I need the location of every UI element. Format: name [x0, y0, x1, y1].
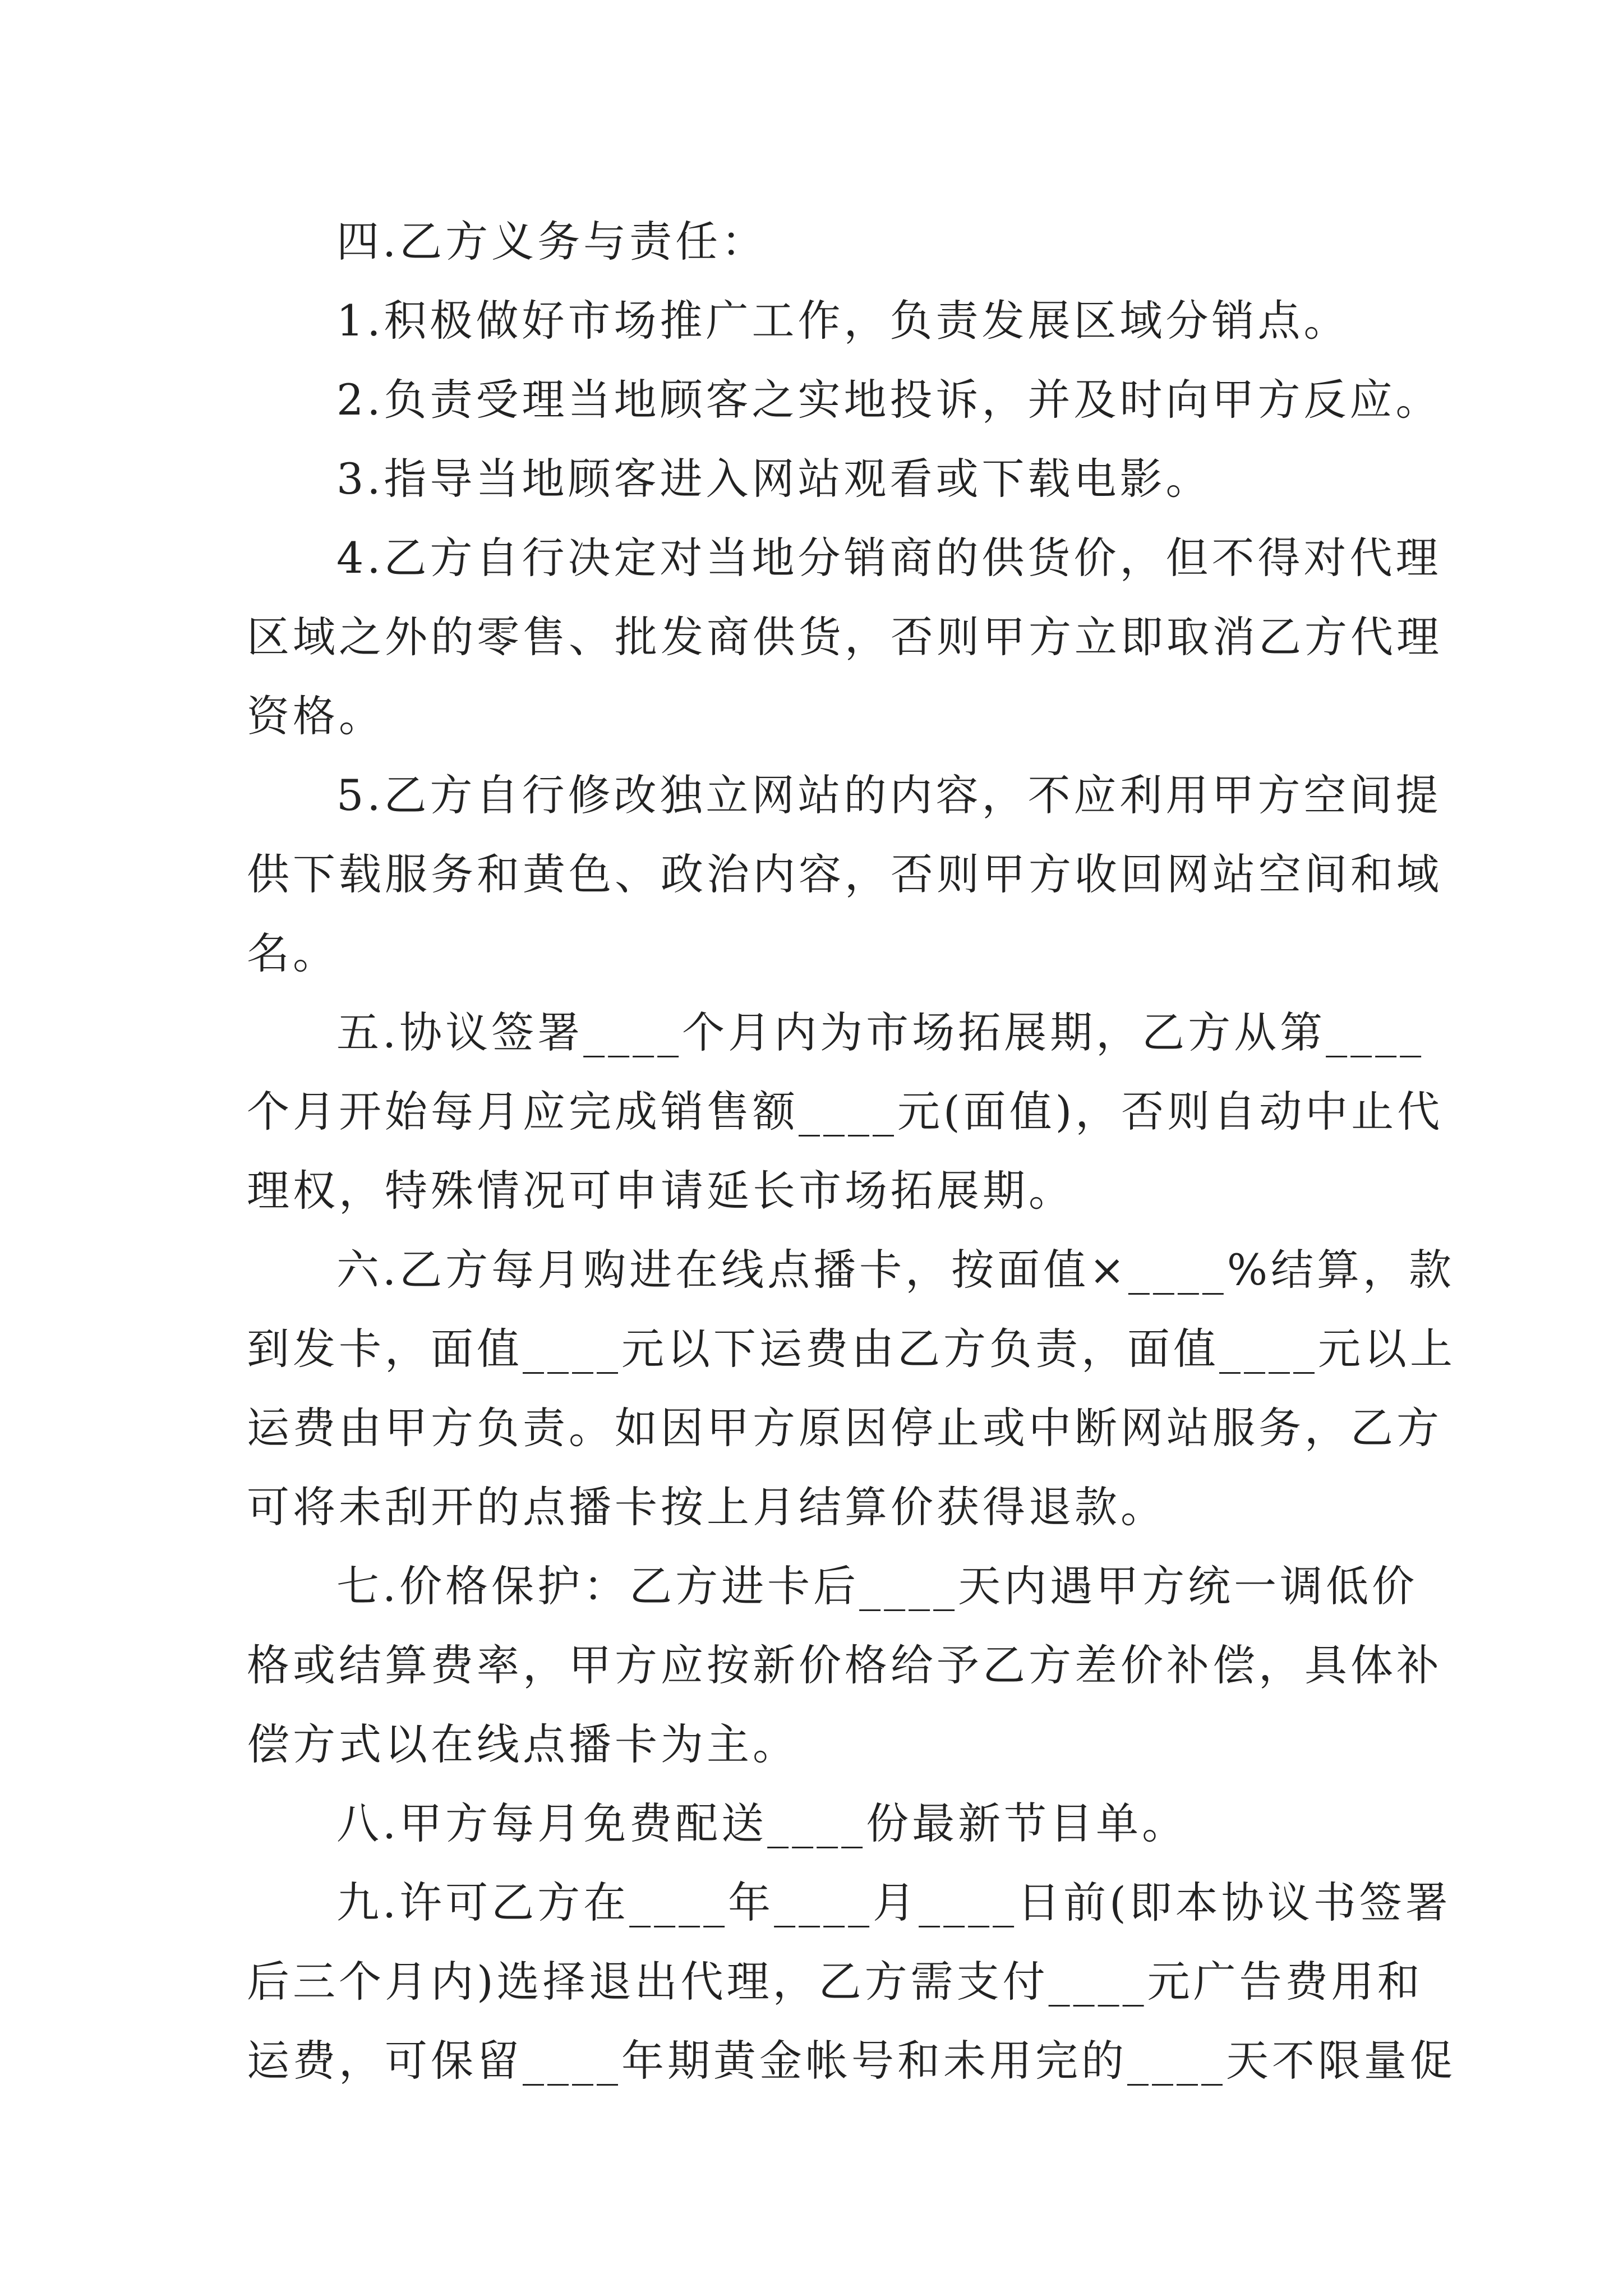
text-line: 六.乙方每月购进在线点播卡，按面值×____%结算，款 — [336, 1245, 1455, 1295]
text-line: 格或结算费率，甲方应按新价格给予乙方差价补偿，具体补 — [247, 1640, 1442, 1690]
text-line: 理权，特殊情况可申请延长市场拓展期。 — [247, 1166, 1075, 1216]
text-line: 到发卡，面值____元以下运费由乙方负责，面值____元以上 — [247, 1324, 1456, 1374]
text-line: 个月开始每月应完成销售额____元(面值)，否则自动中止代 — [247, 1087, 1444, 1137]
text-line: 运费由甲方负责。如因甲方原因停止或中断网站服务，乙方 — [247, 1403, 1442, 1453]
text-line: 可将未刮开的点播卡按上月结算价获得退款。 — [247, 1482, 1166, 1532]
text-line: 偿方式以在线点播卡为主。 — [247, 1719, 799, 1769]
text-line: 七.价格保护：乙方进卡后____天内遇甲方统一调低价 — [336, 1561, 1418, 1611]
text-line: 1.积极做好市场推广工作，负责发展区域分销点。 — [336, 296, 1350, 346]
text-line: 区域之外的零售、批发商供货，否则甲方立即取消乙方代理 — [247, 612, 1442, 662]
text-line: 供下载服务和黄色、政治内容，否则甲方收回网站空间和域 — [247, 849, 1442, 899]
text-line: 五.协议签署____个月内为市场拓展期，乙方从第____ — [336, 1007, 1425, 1057]
text-line: 资格。 — [247, 691, 385, 741]
text-line: 名。 — [247, 928, 339, 978]
text-line: 4.乙方自行决定对当地分销商的供货价，但不得对代理 — [336, 533, 1442, 583]
text-line: 后三个月内)选择退出代理，乙方需支付____元广告费用和 — [247, 1957, 1423, 2007]
document-body — [247, 202, 1456, 2100]
text-line: 2.负责受理当地顾客之实地投诉，并及时向甲方反应。 — [336, 375, 1442, 425]
text-line: 八.甲方每月免费配送____份最新节目单。 — [336, 1798, 1188, 1848]
text-line: 九.许可乙方在____年____月____日前(即本协议书签署 — [336, 1878, 1451, 1927]
text-line: 3.指导当地顾客进入网站观看或下载电影。 — [336, 454, 1212, 504]
text-line: 运费，可保留____年期黄金帐号和未用完的____天不限量促 — [247, 2036, 1456, 2086]
text-line: 5.乙方自行修改独立网站的内容，不应利用甲方空间提 — [336, 770, 1442, 820]
text-line: 四.乙方义务与责任： — [336, 217, 768, 266]
